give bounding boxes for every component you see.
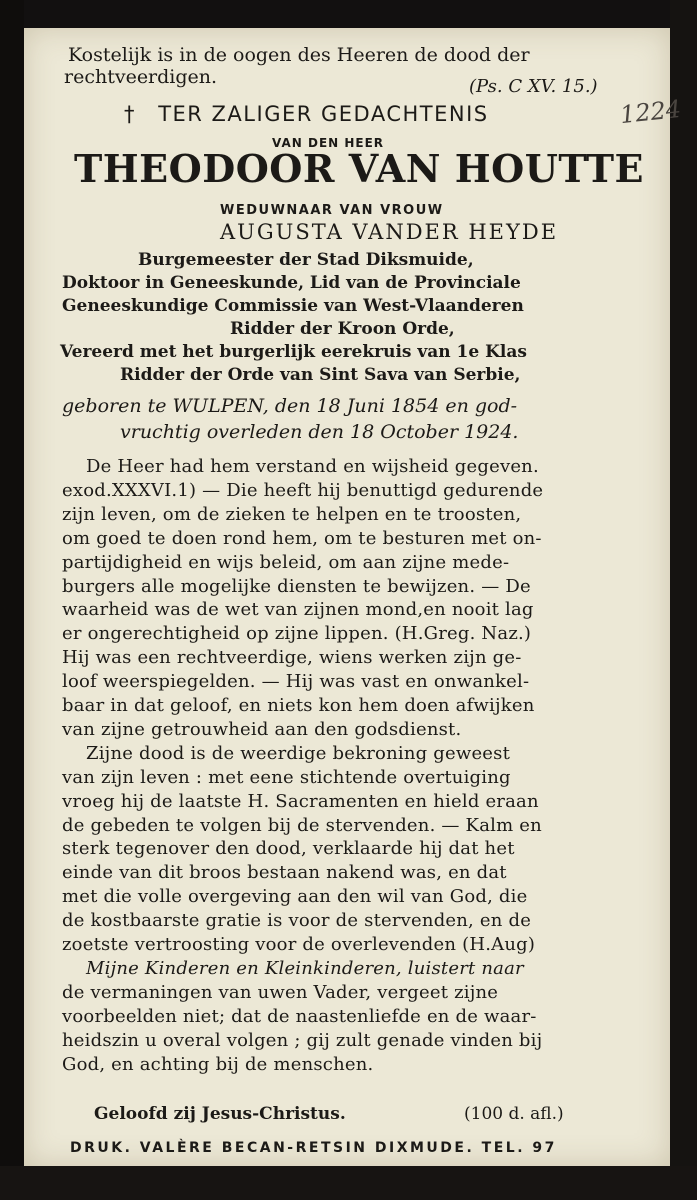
verse-line-1: Kostelijk is in de oogen des Heeren de dood der	[68, 44, 530, 66]
title-line: Geneeskundige Commissie van West-Vlaanderen	[62, 296, 524, 316]
body-line: waarheid was de wet van zijnen mond,en nooit lag	[62, 599, 534, 621]
widower-of: WEDUWNAAR VAN VROUW	[220, 203, 444, 218]
body-line: partijdigheid en wijs beleid, om aan zijne mede-	[62, 551, 510, 573]
praise-line: Geloofd zij Jesus-Christus.	[94, 1104, 346, 1124]
scan-border-bottom	[0, 1166, 697, 1200]
body-line: sterk tegenover den dood, verklaarde hij dat het	[62, 838, 515, 860]
body-line: de gebeden te volgen bij de stervenden. — Kalm en	[62, 814, 542, 836]
scan-border-top	[0, 0, 697, 28]
cross-icon: †	[124, 102, 136, 126]
body-line: Hij was een rechtveerdige, wiens werken zijn ge-	[62, 647, 522, 669]
scan-border-right	[670, 0, 697, 1200]
birth-line: geboren te WULPEN, den 18 Juni 1854 en god-	[62, 395, 518, 417]
body-line: Zijne dood is de weerdige bekroning geweest	[86, 742, 511, 764]
body-line: De Heer had hem verstand en wijsheid gegeven.	[86, 456, 539, 477]
title-line: Ridder der Orde van Sint Sava van Serbie,	[120, 365, 521, 385]
body-line: einde van dit broos bestaan nakend was, en dat	[62, 862, 507, 884]
body-line: heidszin u overal volgen ; gij zult genade vinden bij	[62, 1029, 543, 1051]
death-line: vruchtig overleden den 18 October 1924.	[120, 421, 519, 443]
title-line: Doktoor in Geneeskunde, Lid van de Provinciale	[62, 273, 521, 293]
body-line: baar in dat geloof, en niets kon hem doen afwijken	[62, 695, 535, 716]
memorial-title	[124, 102, 489, 126]
body-line: Mijne Kinderen en Kleinkinderen, luistert naar	[86, 957, 524, 979]
wife-name: AUGUSTA VANDER HEYDE	[220, 220, 559, 244]
indulgence-line: (100 d. afl.)	[464, 1104, 564, 1124]
memorial-title-text: TER ZALIGER GEDACHTENIS	[158, 102, 489, 126]
title-line: Vereerd met het burgerlijk eerekruis van 1e Klas	[60, 342, 527, 362]
body-line: exod.XXXVI.1) — Die heeft hij benuttigd gedurende	[62, 479, 544, 501]
from-the-lord: VAN DEN HEER	[272, 136, 385, 150]
handwritten-number: 1224	[618, 94, 683, 130]
body-line: om goed te doen rond hem, om te besturen met on-	[62, 527, 542, 549]
body-line: van zijne getrouwheid aan den godsdienst.	[62, 718, 462, 740]
body-line: er ongerechtigheid op zijne lippen. (H.Greg. Naz.)	[62, 623, 532, 645]
verse-line-2: rechtveerdigen.	[64, 66, 218, 88]
title-line: Burgemeester der Stad Diksmuide,	[138, 250, 474, 270]
scan-border-left	[0, 0, 24, 1200]
body-line: met die volle overgeving aan den wil van God, die	[62, 886, 528, 908]
body-line: burgers alle mogelijke diensten te bewijzen. — De	[62, 575, 531, 597]
body-line: van zijn leven : met eene stichtende overtuiging	[62, 766, 511, 788]
verse-reference: (Ps. C XV. 15.)	[469, 76, 598, 97]
body-line: God, en achting bij de menschen.	[62, 1053, 374, 1075]
deceased-name: THEODOOR VAN HOUTTE	[74, 146, 644, 191]
body-line: de kostbaarste gratie is voor de stervenden, en de	[62, 910, 532, 932]
body-line: voorbeelden niet; dat de naastenliefde en de waar-	[62, 1005, 537, 1027]
body-line: loof weerspiegelden. — Hij was vast en onwankel-	[62, 671, 530, 693]
body-line: zijn leven, om de zieken te helpen en te troosten,	[62, 503, 522, 525]
body-line: zoetste vertroosting voor de overlevenden (H.Aug)	[62, 934, 536, 955]
memorial-card	[24, 28, 683, 1166]
printer-line: DRUK. VALÈRE BECAN-RETSIN DIXMUDE. TEL. 97	[70, 1140, 557, 1156]
title-line: Ridder der Kroon Orde,	[230, 319, 455, 339]
body-line: de vermaningen van uwen Vader, vergeet zijne	[62, 981, 499, 1003]
body-line: vroeg hij de laatste H. Sacramenten en hield eraan	[62, 790, 539, 812]
